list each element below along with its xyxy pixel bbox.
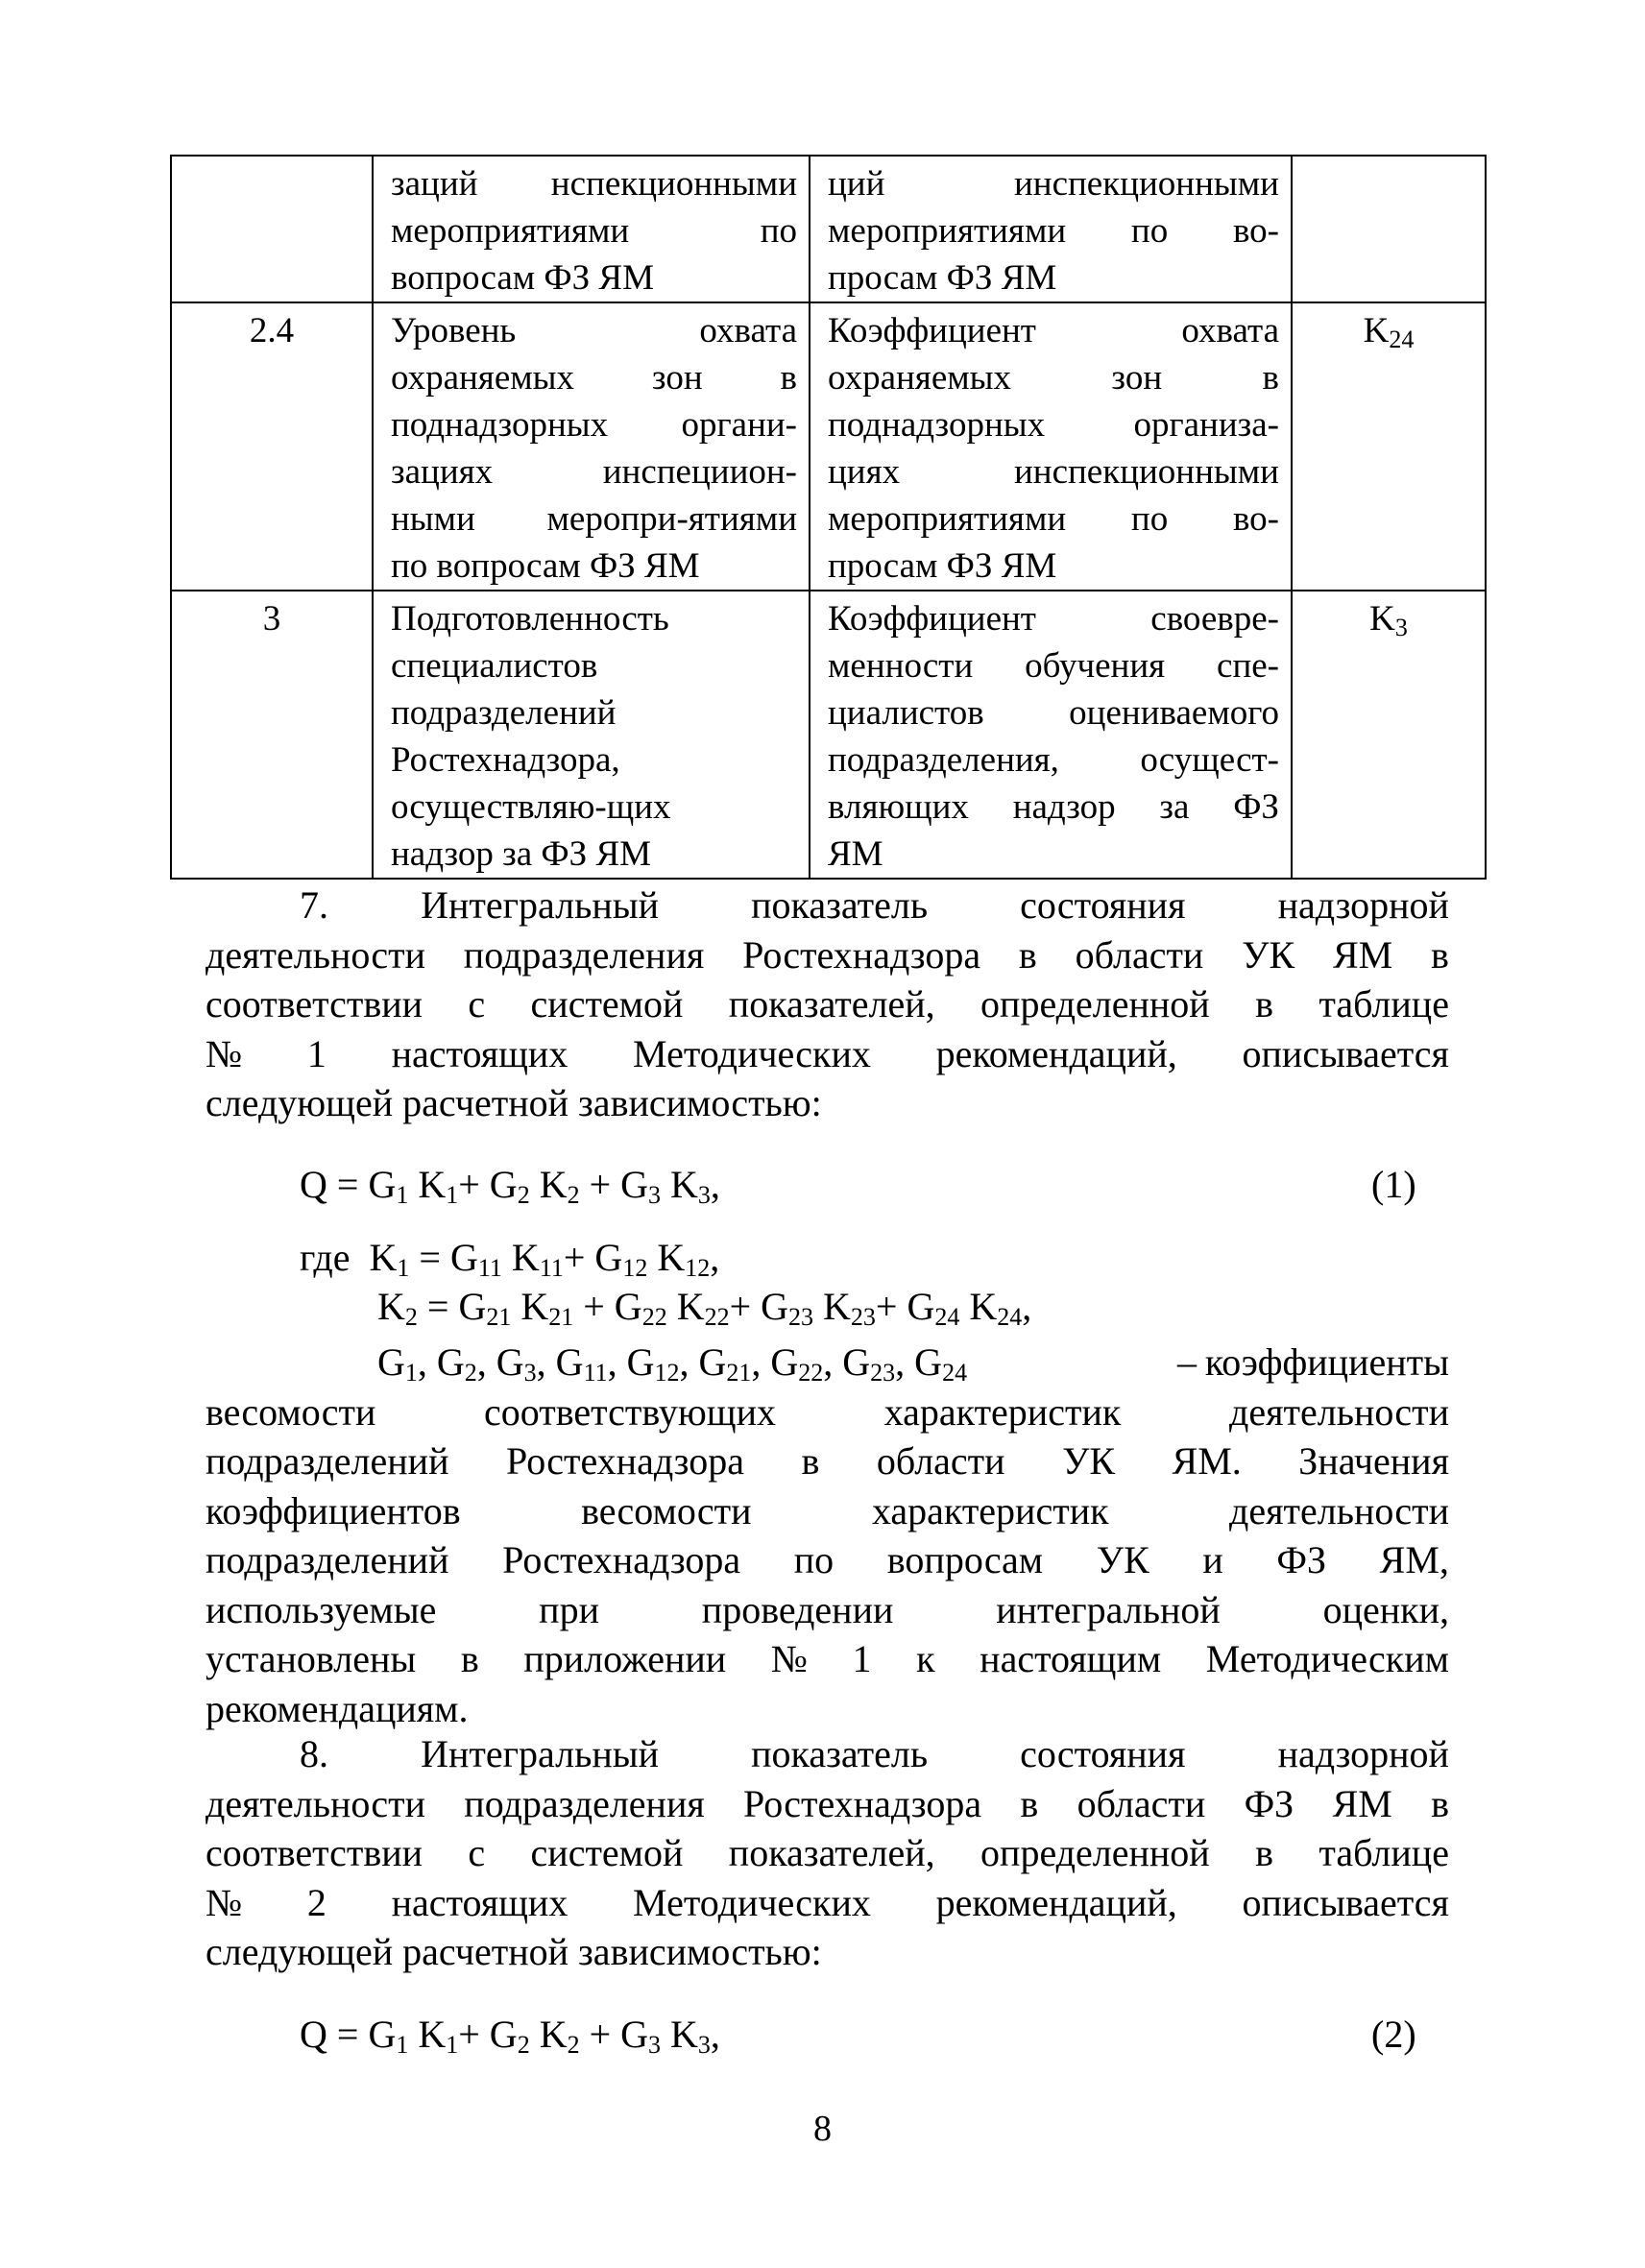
- cell-text-line: поднадзорных организа-: [828, 405, 1279, 445]
- cell-coefficient: [1292, 591, 1486, 879]
- cell-text-line: вопросам ФЗ ЯМ: [391, 258, 654, 298]
- cell-text-line: охраняемых зон в: [391, 358, 797, 398]
- cell-text-line: Коэффициент охвата: [828, 311, 1279, 350]
- cell-text-line: циях инспекционными: [828, 452, 1279, 492]
- text-line: 7. Интегральный показатель состояния надзорной: [300, 883, 1449, 927]
- cell-text-line: осуществляю-щих: [391, 787, 671, 827]
- cell-text-line: заций нспекционными: [391, 164, 797, 204]
- text-line: следующей расчетной зависимостью:: [206, 1081, 822, 1124]
- cell-text-line: ЯМ: [828, 834, 883, 874]
- cell-number: [171, 302, 373, 591]
- cell-name: [373, 591, 810, 879]
- text-line: подразделений Ростехнадзора в области УК ЯМ. Значения: [206, 1439, 1449, 1483]
- text-line: деятельности подразделения Ростехнадзора в области УК ЯМ в: [206, 932, 1449, 977]
- cell-text-line: менности обучения спе-: [828, 646, 1279, 686]
- text-line: № 2 настоящих Методических рекомендаций, описывается: [206, 1880, 1449, 1924]
- cell-text-line: надзор за ФЗ ЯМ: [391, 834, 652, 874]
- where-line-k1: где $K_1 = G_{11}$ $K_{11}+ G_{12}$ $K_{12}$,: [300, 1236, 720, 1282]
- table-row: [171, 156, 1486, 302]
- where-word: где: [300, 1236, 351, 1279]
- text-line: – коэффициенты: [1177, 1340, 1449, 1384]
- text-line: используемые при проведении интегральной оценки,: [206, 1587, 1449, 1631]
- cell-text-line: вляющих надзор за ФЗ: [828, 787, 1279, 827]
- equation-2-number: (2): [1371, 2013, 1416, 2056]
- indicators-table: [170, 155, 1487, 880]
- coefficient-description: [206, 1338, 1449, 1733]
- cell-indicator: [810, 591, 1292, 879]
- cell-number: [171, 156, 373, 302]
- table-row: [171, 302, 1486, 591]
- cell-text-line: специалистов: [391, 646, 598, 686]
- cell-text-line: подразделения, осущест-: [828, 740, 1279, 780]
- text-line: коэффициентов весомости характеристик деятельности: [206, 1488, 1449, 1532]
- cell-coefficient: [1292, 156, 1486, 302]
- coef-subscript: 24: [1389, 326, 1415, 353]
- table-row: [171, 591, 1486, 879]
- text-line: 8. Интегральный показатель состояния надзорной: [300, 1732, 1449, 1775]
- text-line: следующей расчетной зависимостью:: [206, 1930, 822, 1973]
- coef-symbol: K: [1363, 311, 1390, 350]
- cell-text-line: Уровень охвата: [391, 311, 797, 350]
- cell-indicator: [810, 302, 1292, 591]
- equation-1: $Q = G_1$ $K_1+ G_2$ $K_2 + G_3$ $K_3$,: [300, 1163, 720, 1209]
- cell-indicator: [810, 156, 1292, 302]
- cell-text-line: охраняемых зон в: [828, 358, 1279, 398]
- coefficient-list: $G_1$, $G_2$, $G_3$, $G_{11}$, $G_{12}$, $G_{21}$, $G_{22}$, $G_{23}$, $G_{24}$: [377, 1340, 968, 1387]
- cell-text-line: зациях инспециион-: [391, 452, 797, 492]
- row-number: 3: [262, 599, 281, 639]
- cell-text-line: мероприятиями по во-: [828, 211, 1279, 251]
- cell-text-line: мероприятиями по: [391, 211, 797, 251]
- text-line: соответствии с системой показателей, определенной в таблице: [206, 982, 1449, 1025]
- cell-text-line: просам ФЗ ЯМ: [828, 258, 1057, 298]
- cell-text-line: мероприятиями по во-: [828, 499, 1279, 539]
- cell-name: [373, 156, 810, 302]
- text-line: подразделений Ростехнадзора по вопросам УК и ФЗ ЯМ,: [206, 1538, 1449, 1581]
- paragraph-8: [206, 1729, 1449, 1977]
- page-number: 8: [813, 2109, 832, 2149]
- cell-coefficient: [1292, 302, 1486, 591]
- cell-text-line: ными меропри-ятиями: [391, 499, 797, 539]
- cell-text-line: подразделений: [391, 693, 617, 733]
- cell-text-line: просам ФЗ ЯМ: [828, 546, 1057, 586]
- where-line-k2: $K_2 = G_{21}$ $K_{21} + G_{22}$ $K_{22}+ G_{23}$ $K_{23}+ G_{24}$ $K_{24}$,: [377, 1285, 1032, 1331]
- cell-text-line: Подготовленность: [391, 599, 669, 639]
- cell-text-line: Коэффициент своевре-: [828, 599, 1279, 639]
- text-line: рекомендациям.: [206, 1686, 469, 1730]
- coef-symbol: K: [1369, 599, 1395, 639]
- cell-text-line: поднадзорных органи-: [391, 405, 797, 445]
- cell-number: [171, 591, 373, 879]
- equation-1-number: (1): [1371, 1163, 1416, 1206]
- cell-text-line: циалистов оцениваемого: [828, 693, 1279, 733]
- text-line: № 1 настоящих Методических рекомендаций, описывается: [206, 1031, 1449, 1075]
- cell-name: [373, 302, 810, 591]
- equation-2: $Q = G_1$ $K_1+ G_2$ $K_2 + G_3$ $K_3$,: [300, 2013, 720, 2059]
- cell-text-line: по вопросам ФЗ ЯМ: [391, 546, 700, 586]
- row-number: 2.4: [249, 311, 295, 350]
- paragraph-7: [206, 881, 1449, 1128]
- text-line: деятельности подразделения Ростехнадзора в области ФЗ ЯМ в: [206, 1781, 1449, 1825]
- text-line: весомости соответствующих характеристик деятельности: [206, 1389, 1449, 1434]
- text-line: установлены в приложении № 1 к настоящим Методическим: [206, 1637, 1449, 1680]
- text-line: соответствии с системой показателей, определенной в таблице: [206, 1831, 1449, 1874]
- coef-subscript: 3: [1394, 614, 1408, 641]
- cell-text-line: Ростехнадзора,: [391, 740, 620, 780]
- cell-text-line: ций инспекционными: [828, 164, 1279, 204]
